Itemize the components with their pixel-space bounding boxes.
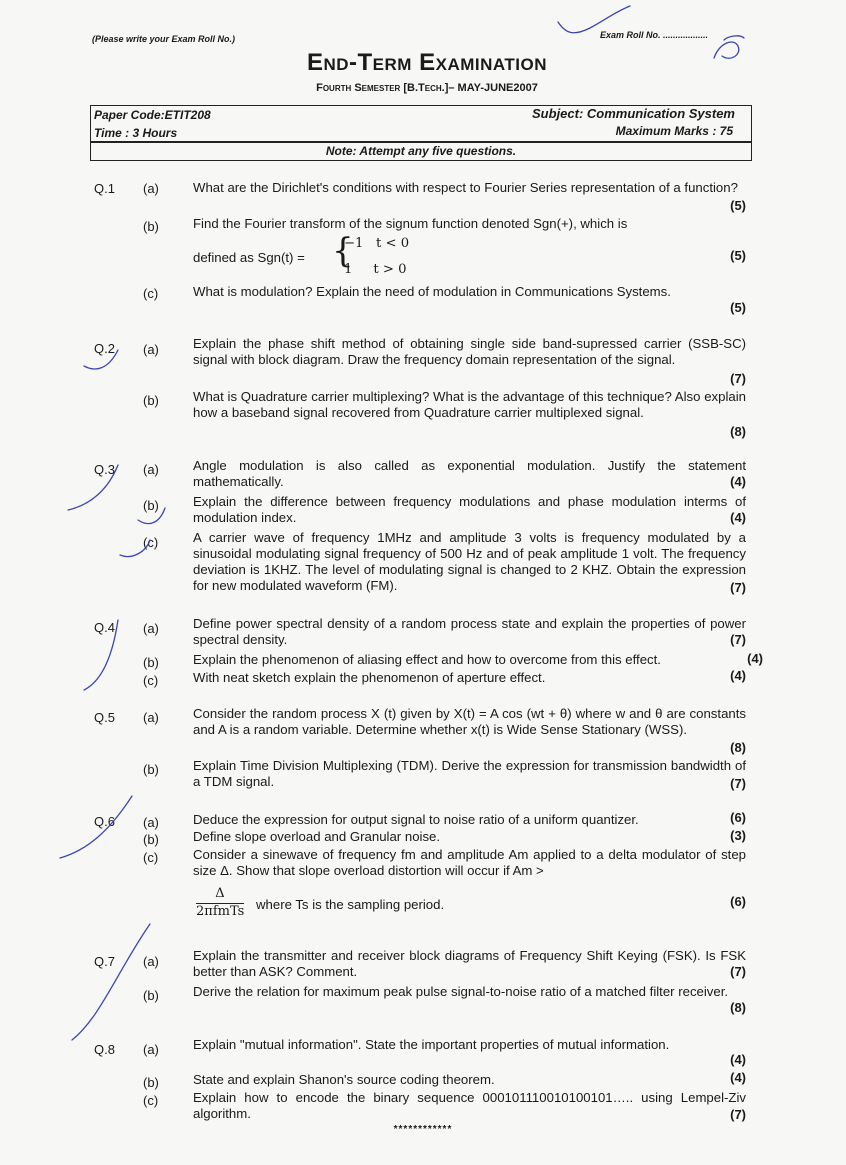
marks: (4): [730, 668, 746, 683]
part-label: (b): [143, 1075, 159, 1090]
question-number: Q.4: [94, 620, 115, 635]
part-label: (b): [143, 988, 159, 1003]
question-number: Q.6: [94, 814, 115, 829]
part-tick: [138, 508, 165, 524]
fraction-denominator: 2πfmTs: [196, 904, 245, 919]
marks: (4): [730, 1052, 746, 1067]
marks: (5): [730, 300, 746, 315]
part-label: (a): [143, 181, 159, 196]
question-body: Deduce the expression for output signal to noise ratio of a uniform quantizer.: [193, 812, 639, 827]
exam-roll-number-label: Exam Roll No. ..................: [600, 30, 709, 40]
part-tick: [120, 540, 150, 557]
marks: (7): [730, 1107, 746, 1122]
question-body: Consider the random process X (t) given by X(t) = A cos (wt + θ) where w and θ are constants and A is a random variable. Determine whether x(t) is Wide Sense Stationary (WSS).: [193, 706, 746, 737]
question-body: Explain the phenomenon of aliasing effect and how to overcome from this effect.: [193, 652, 661, 667]
time-allowed: Time : 3 Hours: [94, 126, 178, 140]
marks: (8): [730, 740, 746, 755]
question-body: Explain the difference between frequency modulations and phase modulation interms of modulation index.: [193, 494, 746, 525]
part-label: (a): [143, 462, 159, 477]
question-tick: [84, 620, 118, 690]
part-label: (a): [143, 1042, 159, 1057]
marks: (8): [730, 1000, 746, 1015]
question-body: Explain how to encode the binary sequence 000101110010100101….. using Lempel-Ziv algorithm.: [193, 1090, 746, 1121]
part-label: (c): [143, 673, 159, 688]
marks: (5): [730, 198, 746, 213]
question-number: Q.5: [94, 710, 115, 725]
question-body: where Ts is the sampling period.: [256, 897, 445, 912]
marks: (7): [730, 371, 746, 386]
question-body: Define slope overload and Granular noise.: [193, 829, 441, 844]
part-label: (c): [143, 535, 159, 550]
question-number: Q.3: [94, 462, 115, 477]
case-negative: −1 t < 0: [344, 236, 410, 251]
instruction-note: Note: Attempt any five questions.: [325, 144, 517, 158]
question-tick: [72, 924, 150, 1040]
question-body: Consider a sinewave of frequency fm and amplitude Am applied to a delta modulator of step size Δ. Show that slope overload distortion will occur if Am >: [193, 847, 746, 878]
question-tick: [84, 350, 118, 369]
part-label: (a): [143, 954, 159, 969]
question-tick: [68, 465, 118, 510]
marks: (4): [747, 651, 763, 666]
marks: (3): [730, 828, 746, 843]
part-label: (b): [143, 498, 159, 513]
part-label: (b): [143, 655, 159, 670]
question-body: Explain the transmitter and receiver block diagrams of Frequency Shift Keying (FSK). Is FSK better than ASK? Comment.: [193, 948, 746, 979]
end-of-paper-marker: ************: [393, 1124, 453, 1135]
roll-number-instruction: (Please write your Exam Roll No.): [92, 34, 236, 44]
part-label: (c): [143, 1093, 159, 1108]
question-tick: [60, 796, 132, 858]
question-body: Define power spectral density of a random process state and explain the properties of power spectral density.: [193, 616, 746, 647]
question-body: With neat sketch explain the phenomenon of aperture effect.: [193, 670, 546, 685]
question-body: A carrier wave of frequency 1MHz and amplitude 3 volts is frequency modulated by a sinusoidal modulating signal frequency of 500 Hz and of peak amplitude 1 volt. The frequency deviation is 1KHZ. The level of modulating signal is changed to 2 KHZ. Obtain the expression for new modulated waveform (FM).: [193, 530, 746, 593]
question-body: Angle modulation is also called as exponential modulation. Justify the statement mathematically.: [193, 458, 746, 489]
brace-symbol: {: [332, 231, 354, 271]
marks: (6): [730, 894, 746, 909]
part-label: (b): [143, 832, 159, 847]
tick-mark: [558, 6, 630, 33]
exam-title: End-Term Examination: [306, 49, 548, 76]
maximum-marks: Maximum Marks : 75: [615, 124, 733, 138]
handwritten-score: [714, 36, 744, 58]
paper-code: Paper Code:ETIT208: [94, 108, 211, 122]
fraction-numerator: Δ: [196, 886, 244, 904]
part-label: (a): [143, 815, 159, 830]
marks: (4): [730, 510, 746, 525]
exam-subtitle: Fourth Semester [B.Tech.]– MAY-JUNE2007: [316, 82, 538, 94]
part-label: (b): [143, 762, 159, 777]
question-body: What are the Dirichlet's conditions with respect to Fourier Series representation of a function?: [193, 180, 738, 195]
part-label: (a): [143, 710, 159, 725]
question-body: What is Quadrature carrier multiplexing? What is the advantage of this technique? Also explain how a baseband signal recovered from Quadrature carrier multiplexed signal.: [193, 389, 746, 420]
question-body: State and explain Shanon's source coding theorem.: [193, 1072, 495, 1087]
part-label: (b): [143, 393, 159, 408]
question-body: Explain Time Division Multiplexing (TDM). Derive the expression for transmission bandwidth of a TDM signal.: [193, 758, 746, 789]
definition-lead: defined as Sgn(t) =: [193, 250, 305, 265]
part-label: (c): [143, 850, 159, 865]
part-label: (a): [143, 621, 159, 636]
question-number: Q.1: [94, 181, 115, 196]
marks: (7): [730, 632, 746, 647]
marks: (7): [730, 964, 746, 979]
marks: (7): [730, 776, 746, 791]
subject: Subject: Communication System: [532, 106, 735, 121]
case-positive: 1 t > 0: [344, 262, 407, 277]
question-number: Q.2: [94, 341, 115, 356]
marks: (8): [730, 424, 746, 439]
question-body: Explain the phase shift method of obtaining single side band-supressed carrier (SSB-SC) signal with block diagram. Draw the frequency domain representation of the signal.: [193, 336, 746, 367]
marks: (4): [730, 1070, 746, 1085]
question-body: Find the Fourier transform of the signum function denoted Sgn(+), which is: [193, 216, 628, 231]
question-body: What is modulation? Explain the need of modulation in Communications Systems.: [193, 284, 671, 299]
part-label: (c): [143, 286, 159, 301]
marks: (7): [730, 580, 746, 595]
marks: (5): [730, 248, 746, 263]
marks: (6): [730, 810, 746, 825]
question-body: Explain "mutual information". State the important properties of mutual information.: [193, 1037, 670, 1052]
question-number: Q.8: [94, 1042, 115, 1057]
question-number: Q.7: [94, 954, 115, 969]
question-body: Derive the relation for maximum peak pulse signal-to-noise ratio of a matched filter receiver.: [193, 984, 729, 999]
marks: (4): [730, 474, 746, 489]
part-label: (b): [143, 219, 159, 234]
part-label: (a): [143, 342, 159, 357]
